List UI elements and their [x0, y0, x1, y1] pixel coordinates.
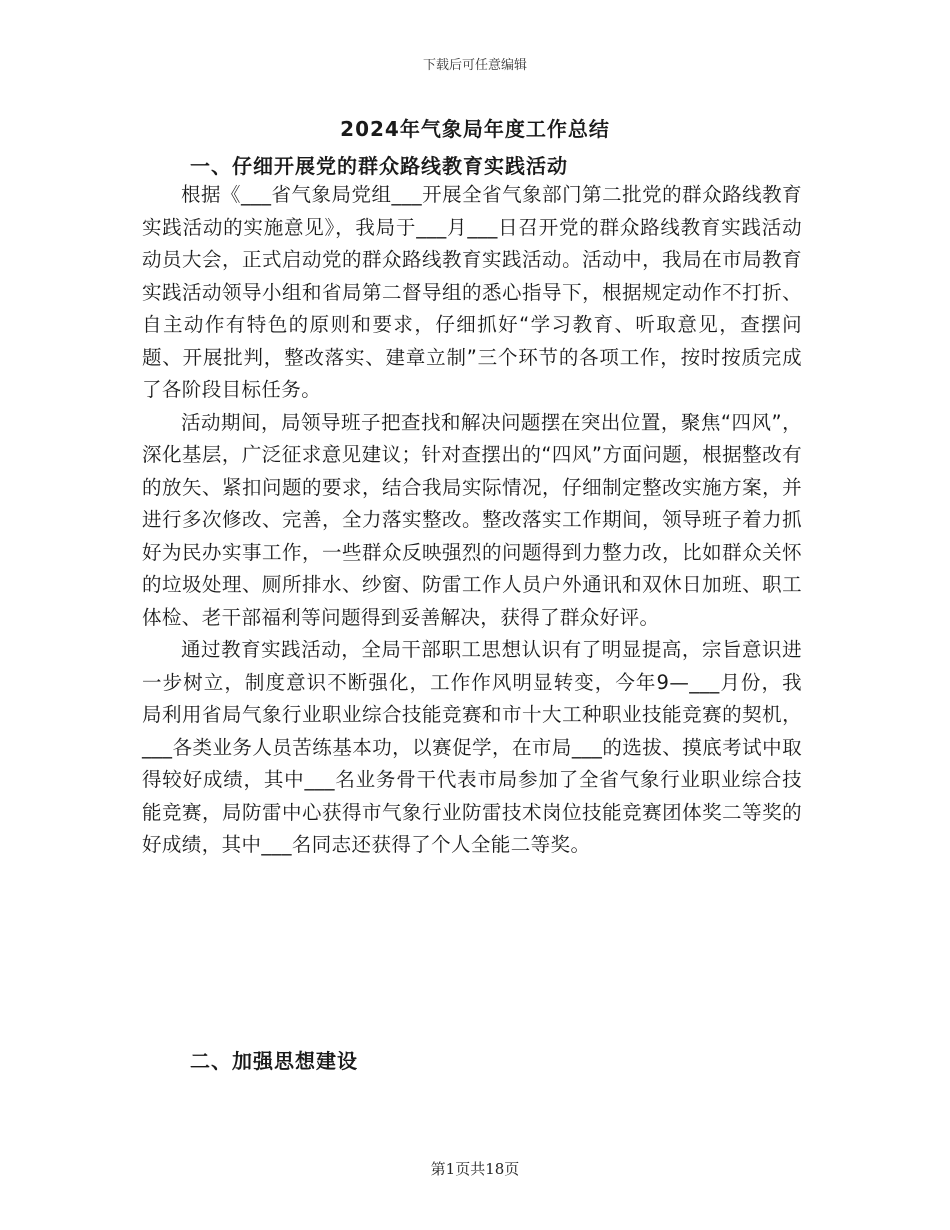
- document-body: [142, 179, 802, 862]
- page-footer: 第1页共18页: [430, 1160, 520, 1178]
- paragraph-3: 通过教育实践活动，全局干部职工思想认识有了明显提高，宗旨意识进一步树立，制度意识不断强化，工作作风明显转变，今年9—___月份，我局利用省局气象行业职业综合技能竞赛和市十大工种职业技能竞赛的契机，___各类业务人员苦练基本功，以赛促学，在市局___的选拔、摸底考试中取得较好成绩，其中___名业务骨干代表市局参加了全省气象行业职业综合技能竞赛，局防雷中心获得市气象行业防雷技术岗位技能竞赛团体奖二等奖的好成绩，其中___名同志还获得了个人全能二等奖。: [142, 638, 802, 856]
- section-heading-2: 二、加强思想建设: [190, 1049, 358, 1073]
- paragraph-2: 活动期间，局领导班子把查找和解决问题摆在突出位置，聚焦“四风”，深化基层，广泛征求意见建议；针对查摆出的“四风”方面问题，根据整改有的放矢、紧扣问题的要求，结合我局实际情况，仔细制定整改实施方案，并进行多次修改、完善，全力落实整改。整改落实工作期间，领导班子着力抓好为民办实事工作，一些群众反映强烈的问题得到力整力改，比如群众关怀的垃圾处理、厕所排水、纱窗、防雷工作人员户外通讯和双休日加班、职工体检、老干部福利等问题得到妥善解决，获得了群众好评。: [142, 410, 802, 629]
- paragraph-1: 根据《___省气象局党组___开展全省气象部门第二批党的群众路线教育实践活动的实施意见》，我局于___月___日召开党的群众路线教育实践活动动员大会，正式启动党的群众路线教育实践活动。活动中，我局在市局教育实践活动领导小组和省局第二督导组的悉心指导下，根据规定动作不打折、自主动作有特色的原则和要求，仔细抓好“学习教育、听取意见，查摆问题、开展批判，整改落实、建章立制”三个环节的各项工作，按时按质完成了各阶段目标任务。: [142, 183, 802, 401]
- section-heading-1: 一、仔细开展党的群众路线教育实践活动: [190, 154, 568, 178]
- header-note: 下载后可任意编辑: [422, 58, 527, 73]
- document-title: 2024年气象局年度工作总结: [340, 117, 610, 141]
